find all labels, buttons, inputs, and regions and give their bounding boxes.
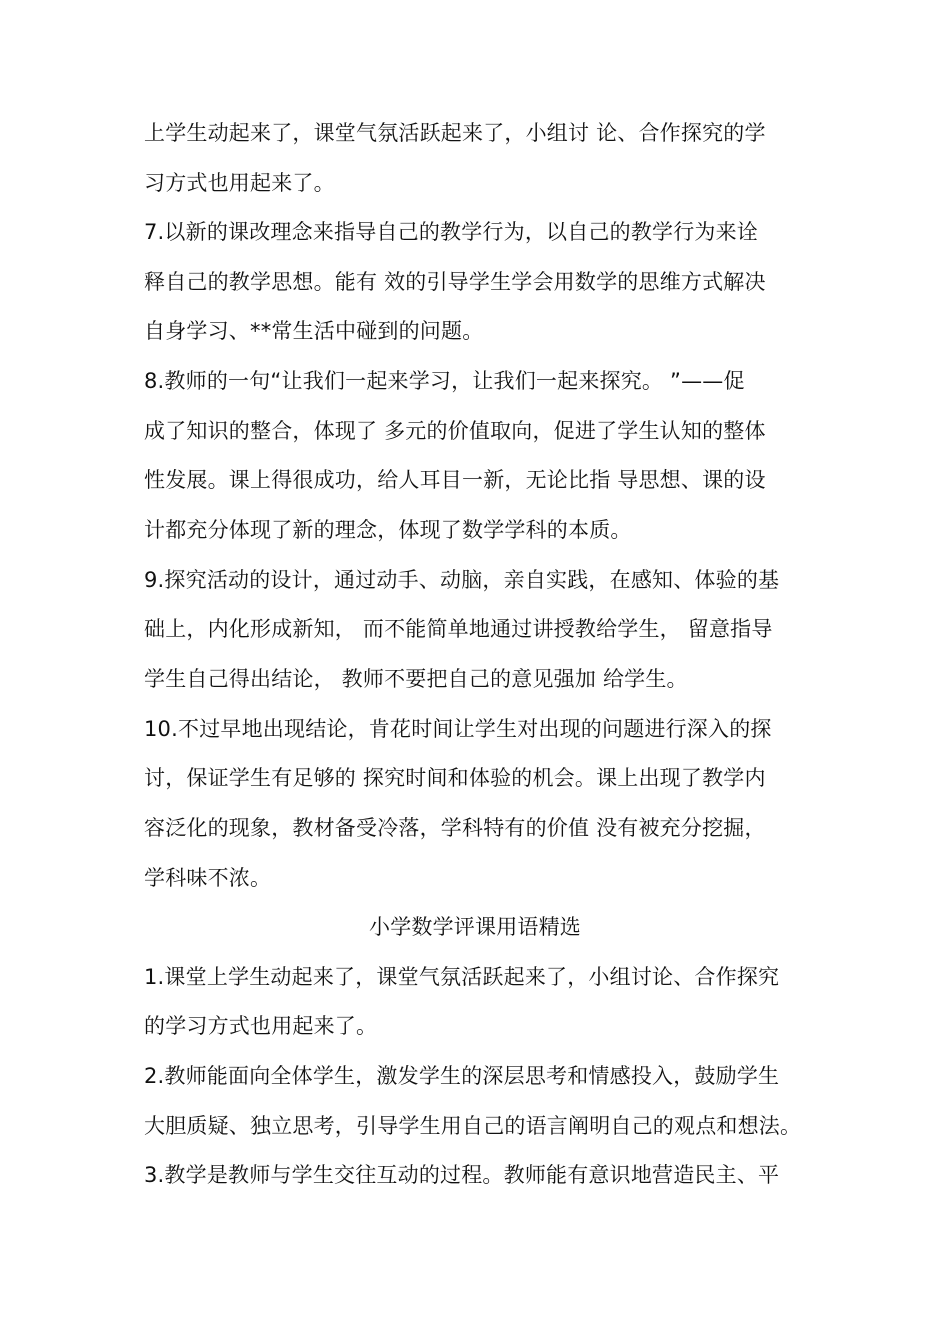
text-line: 大胆质疑、独立思考，引导学生用自己的语言阐明自己的观点和想法。 — [144, 1114, 802, 1138]
text-line: 性发展。课上得很成功，给人耳目一新，无论比指 导思想、课的设 — [144, 468, 766, 492]
text-line: 自身学习、**常生活中碰到的问题。 — [144, 319, 484, 343]
text-line: 学生自己得出结论， 教师不要把自己的意见强加 给学生。 — [144, 667, 688, 691]
text-line: 3.教学是教师与学生交往互动的过程。教师能有意识地营造民主、平 — [144, 1163, 780, 1187]
text-line: 计都充分体现了新的理念，体现了数学学科的本质。 — [144, 518, 632, 542]
text-line: 学科味不浓。 — [144, 866, 272, 890]
text-line: 上学生动起来了，课堂气氛活跃起来了，小组讨 论、合作探究的学 — [144, 121, 766, 145]
text-line: 2.教师能面向全体学生，激发学生的深层思考和情感投入，鼓励学生 — [144, 1064, 780, 1088]
text-line: 10.不过早地出现结论，肯花时间让学生对出现的问题进行深入的探 — [144, 717, 772, 741]
text-line: 9.探究活动的设计，通过动手、动脑，亲自实践，在感知、体验的基 — [144, 568, 780, 592]
text-line: 础上，内化形成新知， 而不能简单地通过讲授教给学生， 留意指导 — [144, 617, 773, 641]
text-line: 的学习方式也用起来了。 — [144, 1014, 378, 1038]
text-line: 讨，保证学生有足够的 探究时间和体验的机会。课上出现了教学内 — [144, 766, 766, 790]
text-line: 8.教师的一句“让我们一起来学习，让我们一起来探究。 ”——促 — [144, 369, 745, 393]
text-line: 1.课堂上学生动起来了，课堂气氛活跃起来了，小组讨论、合作探究 — [144, 965, 780, 989]
text-line: 7.以新的课改理念来指导自己的教学行为，以自己的教学行为来诠 — [144, 220, 759, 244]
text-line: 释自己的教学思想。能有 效的引导学生学会用数学的思维方式解决 — [144, 270, 766, 294]
text-line: 容泛化的现象，教材备受冷落，学科特有的价值 没有被充分挖掘， — [144, 816, 766, 840]
section-title: 小学数学评课用语精选 — [369, 915, 581, 939]
text-line: 成了知识的整合，体现了 多元的价值取向，促进了学生认知的整体 — [144, 419, 766, 443]
text-line: 习方式也用起来了。 — [144, 171, 335, 195]
